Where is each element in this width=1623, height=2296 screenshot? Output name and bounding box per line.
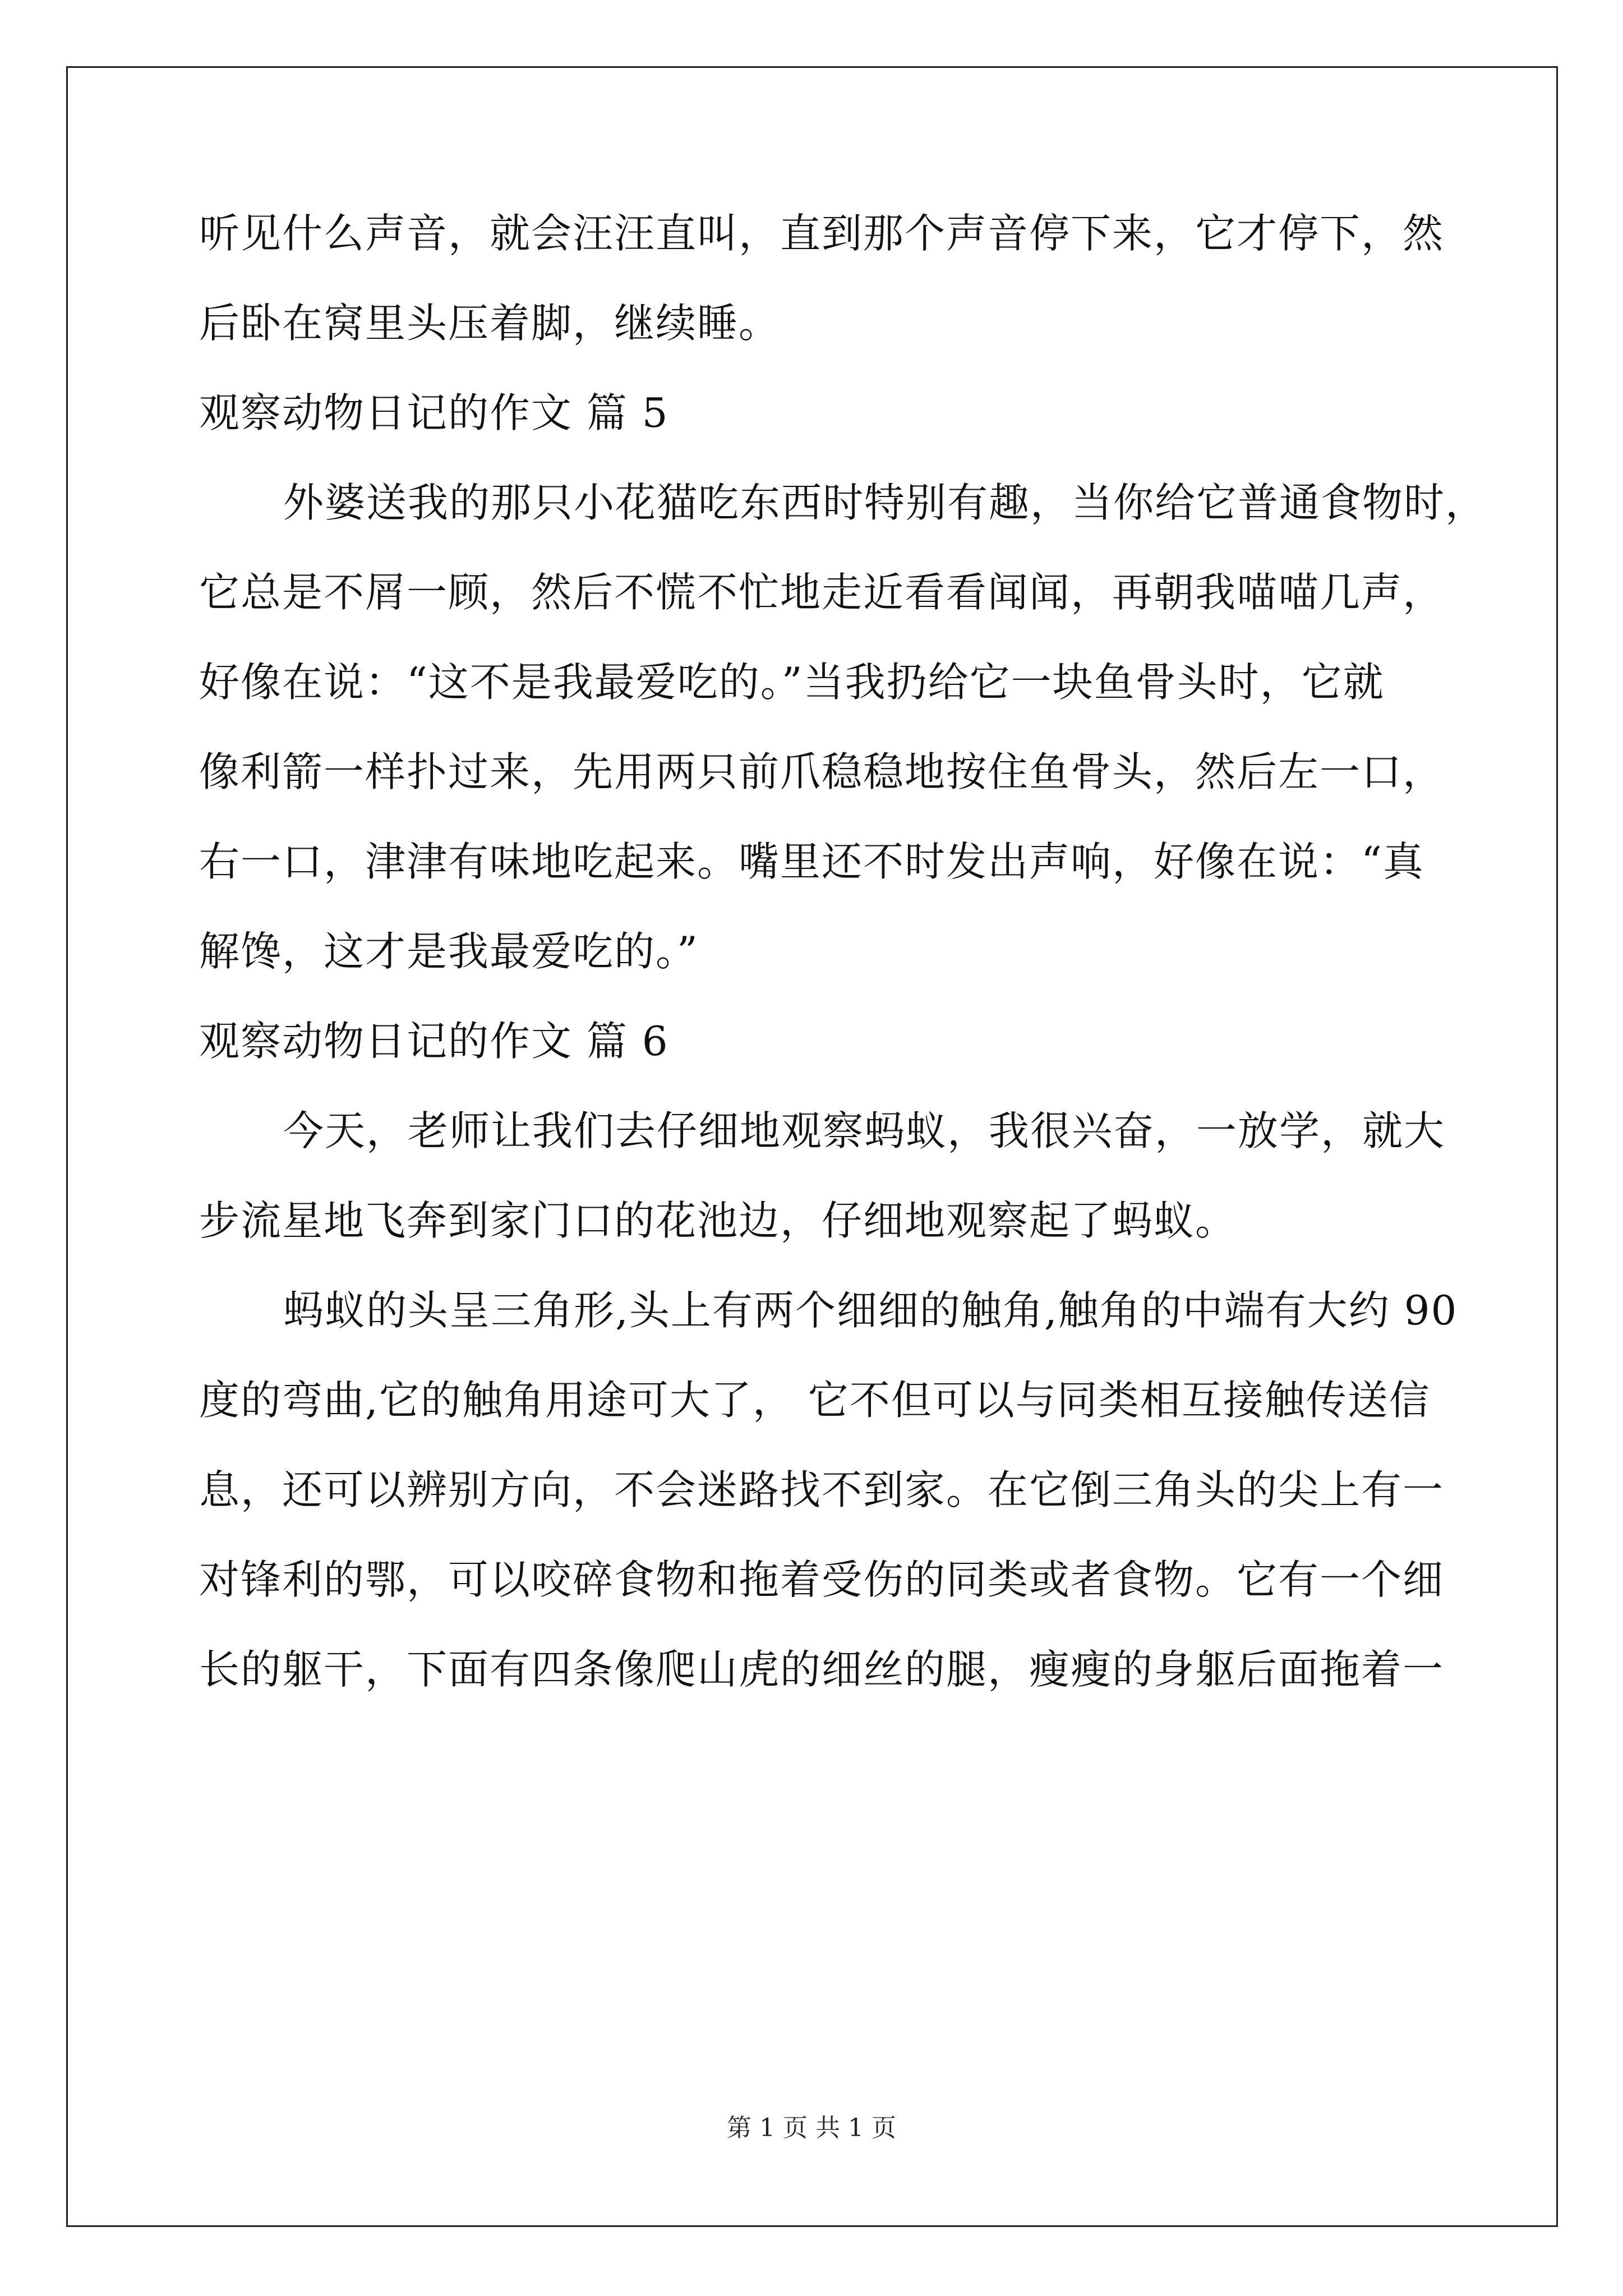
text-line: 解馋，这才是我最爱吃的。” bbox=[199, 928, 699, 975]
text-line: 听见什么声音，就会汪汪直叫，直到那个声音停下来，它才停下，然 bbox=[199, 210, 1445, 257]
text-line: 长的躯干，下面有四条像爬山虎的细丝的腿，瘦瘦的身躯后面拖着一 bbox=[199, 1646, 1445, 1693]
text-line: 像利箭一样扑过来，先用两只前爪稳稳地按住鱼骨头，然后左一口， bbox=[199, 748, 1445, 795]
section-heading: 观察动物日记的作文 篇 6 bbox=[199, 1018, 669, 1065]
text-line: 后卧在窝里头压着脚，继续睡。 bbox=[199, 300, 781, 347]
text-line: 对锋利的鄂，可以咬碎食物和拖着受伤的同类或者食物。它有一个细 bbox=[199, 1556, 1445, 1603]
text-line: 息，还可以辨别方向，不会迷路找不到家。在它倒三角头的尖上有一 bbox=[199, 1466, 1445, 1513]
text-line: 外婆送我的那只小花猫吃东西时特别有趣，当你给它普通食物时， bbox=[283, 479, 1487, 526]
text-line: 今天，老师让我们去仔细地观察蚂蚁，我很兴奋，一放学，就大 bbox=[283, 1107, 1446, 1154]
text-line: 度的弯曲,它的触角用途可大了， 它不但可以与同类相互接触传送信 bbox=[199, 1377, 1431, 1424]
page-footer: 第 1 页 共 1 页 bbox=[727, 2114, 896, 2142]
text-line: 步流星地飞奔到家门口的花池边，仔细地观察起了蚂蚁。 bbox=[199, 1197, 1237, 1244]
section-heading: 观察动物日记的作文 篇 5 bbox=[199, 389, 669, 436]
text-line: 右一口，津津有味地吃起来。嘴里还不时发出声响，好像在说：“真 bbox=[199, 838, 1424, 885]
text-line: 它总是不屑一顾，然后不慌不忙地走近看看闻闻，再朝我喵喵几声， bbox=[199, 569, 1445, 616]
text-line: 蚂蚁的头呈三角形,头上有两个细细的触角,触角的中端有大约 90 bbox=[283, 1287, 1458, 1334]
text-line: 好像在说：“这不是我最爱吃的。”当我扔给它一块鱼骨头时，它就 bbox=[199, 659, 1385, 706]
